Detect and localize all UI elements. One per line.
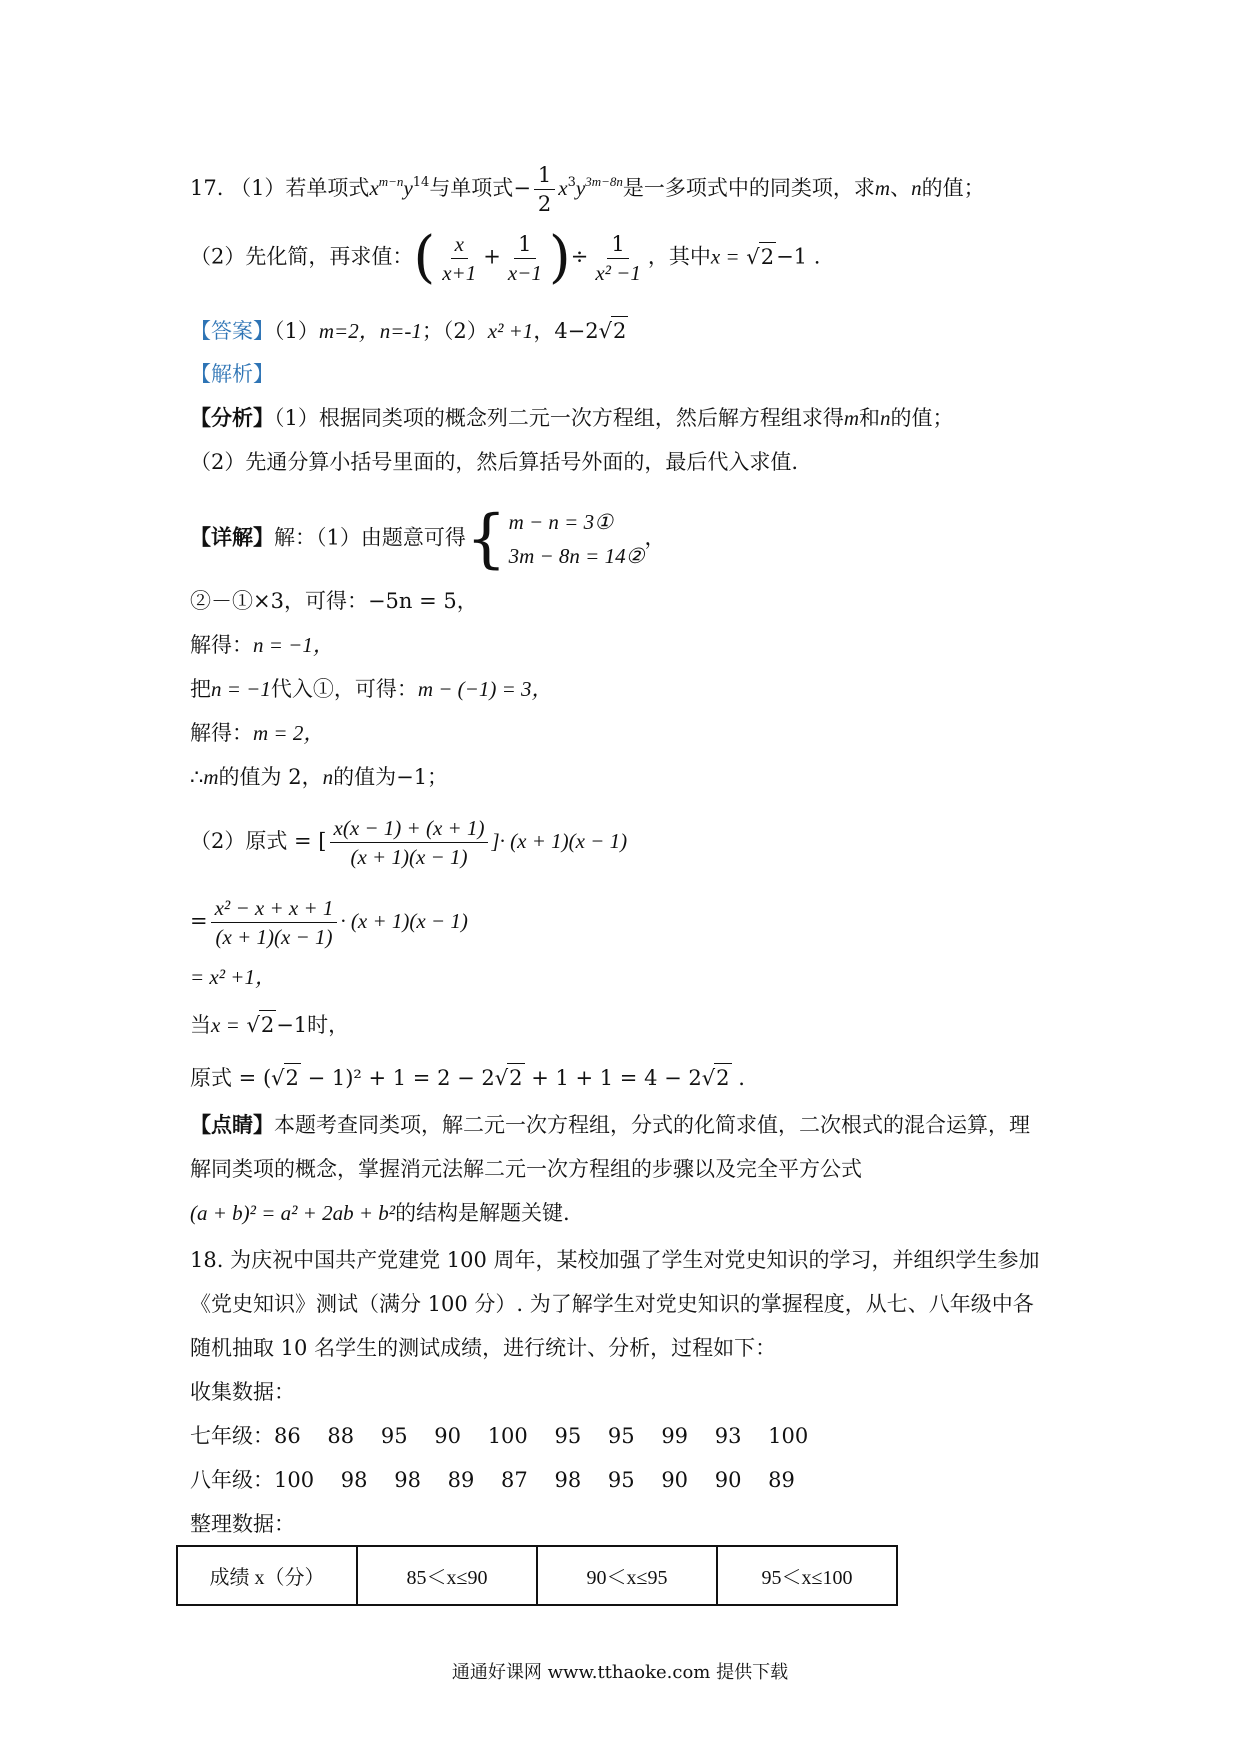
answer-line: 【答案】（1）m=2，n=-1；（2）x² +1，4−2 √ 2 [190,316,628,345]
detail-part2-line2: = $\frac{\text{x² − x + x + 1}}{(x + 1)(x - 1)}$ · (x + 1)(x − 1) [190,896,468,949]
sqrt-2: √ 2 [271,1063,301,1092]
sqrt-2: √ 2 [702,1063,732,1092]
detail-tag: 【详解】 [190,524,274,550]
dianjing-line2: 解同类项的概念，掌握消元法解二元一次方程组的步骤以及完全平方公式 [190,1157,862,1181]
equation-system: m − n = 3① 3m − 8n = 14② [508,510,645,568]
grade8-scores: 八年级：100 98 98 89 87 98 95 90 90 89 [190,1468,795,1492]
dianjing-line1: 【点睛】本题考查同类项，解二元一次方程组，分式的化简求值，二次根式的混合运算，理 [190,1112,1030,1137]
q18-line2: 《党史知识》测试（满分 100 分）. 为了解学生对党史知识的掌握程度，从七、八年级中各 [190,1292,1034,1316]
dianjing-line3: (a + b)² = a² + 2ab + b²的结构是解题关键. [190,1201,570,1225]
sqrt-2: √ 2 [599,316,629,345]
jiexi-tag: 【解析】 [190,362,274,386]
detail-step5: ∴m的值为 2，n的值为−1； [190,765,449,789]
detail-part2-line1: （2）原式 = [ $\frac{x(x - 1) + (x + 1)}{(x + 1)(x - 1)}$ ]· (x + 1)(x − 1) [190,816,628,869]
table-cell: 85＜x≤90 [357,1546,537,1605]
detail-intro: 【详解】解：（1）由题意可得{ m − n = 3① 3m − 8n = 14② ， [190,502,666,576]
collect-data-label: 收集数据： [190,1380,295,1404]
answer-tag: 【答案】 [190,319,274,343]
q17-part1: 17. （1）若单项式$x^{m-n}y^{14}$与单项式− $\frac{1}{2}$ $x^3y^{3m-8n}$是一多项式中的同类项，求m、n的值； [190,163,985,216]
table-row [177,1546,897,1605]
detail-step4: 解得：m = 2， [190,721,325,745]
q18-line1: 18. 为庆祝中国共产党建党 100 周年，某校加强了学生对党史知识的学习，并组织学生参加 [190,1248,1040,1272]
fraction-x-over-x-plus-1: $\frac{x}{x+1}$ [442,231,477,285]
detail-part2-line5: 原式 = ( √ 2 − 1)² + 1 = 2 − 2 √ 2 + 1 + 1 = 4 − 2 √ 2 . [190,1063,745,1092]
analysis-tag: 【分析】 [190,405,274,430]
q17-part2: （2）先化简，再求值：( $\frac{x}{x+1}$ + $\frac{1}{x-1}$ )÷ $\frac{1}{\text{x² −1}}$ ，其中x = √ 2 −1 . [190,225,821,290]
fraction-combined: $\frac{x(x - 1) + (x + 1)}{(x + 1)(x - 1)}$ [330,815,489,870]
footer-watermark: 通通好课网 www.tthaoke.com 提供下载 [451,1662,789,1683]
q18-line3: 随机抽取 10 名学生的测试成绩，进行统计、分析，过程如下： [190,1336,777,1360]
detail-part2-line3: = x² +1， [190,965,276,989]
detail-step2: 解得：n = −1， [190,633,334,657]
grade7-scores: 七年级：86 88 95 90 100 95 95 99 93 100 [190,1424,809,1448]
fraction-1-over-x-minus-1: $\frac{1}{x-1}$ [507,231,542,285]
fraction-half: $\frac{1}{2}$ [534,162,555,217]
analysis-line1: 【分析】（1）根据同类项的概念列二元一次方程组，然后解方程组求得m和n的值； [190,405,954,430]
fraction-expanded: $\frac{\text{x² − x + x + 1}}{(x + 1)(x - 1)}$ [211,895,338,950]
sqrt-2: √ 2 [246,1010,276,1039]
dianjing-tag: 【点睛】 [190,1112,274,1137]
organize-data-label: 整理数据： [190,1512,295,1536]
sqrt-2: √ 2 [746,242,776,271]
table-cell: 95＜x≤100 [717,1546,897,1605]
detail-step1: ②－①×3，可得：−5n = 5， [190,589,478,613]
sqrt-2: √ 2 [495,1063,525,1092]
table-cell: 成绩 x（分） [177,1546,357,1605]
analysis-line2: （2）先通分算小括号里面的，然后算括号外面的，最后代入求值. [190,450,799,474]
score-range-table [176,1545,898,1606]
fraction-1-over-x2-minus-1: $\frac{1}{\text{x² −1}}$ [595,231,641,285]
table-cell: 90＜x≤95 [537,1546,717,1605]
detail-part2-line4: 当x = √ 2 −1时， [190,1010,349,1039]
detail-step3: 把n = −1代入①，可得：m − (−1) = 3， [190,677,553,701]
